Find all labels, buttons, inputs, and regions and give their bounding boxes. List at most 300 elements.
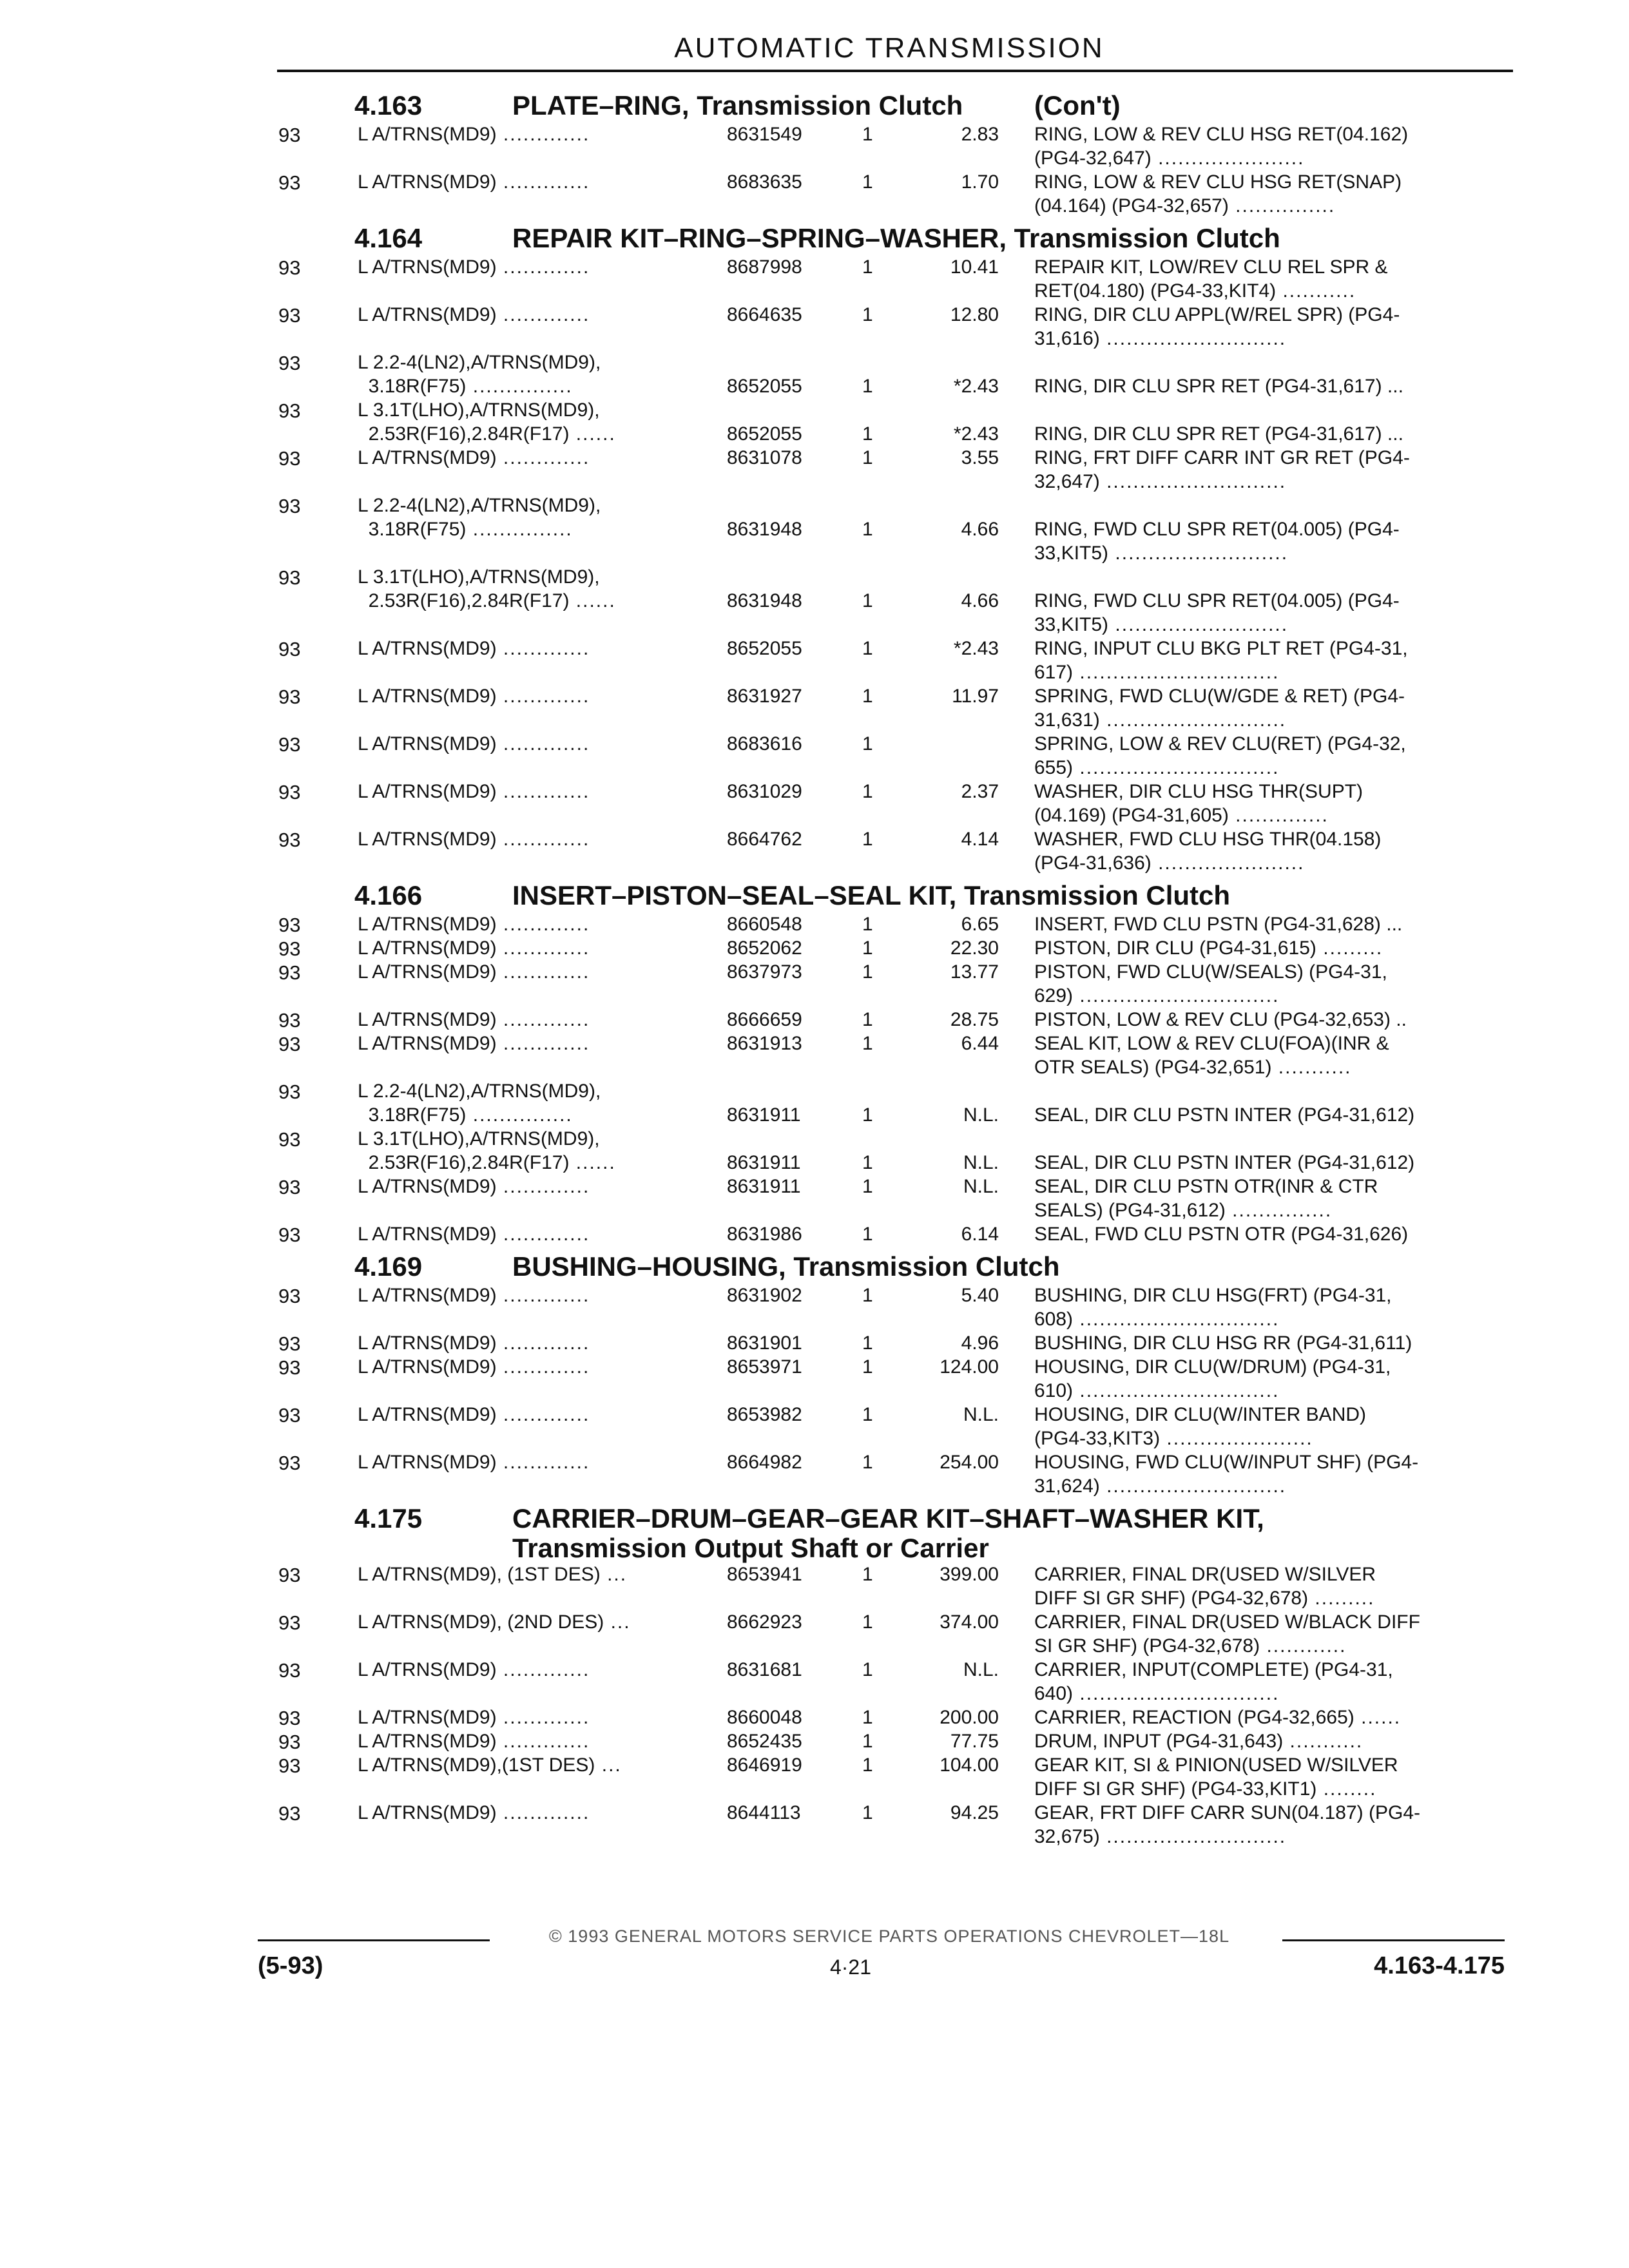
parts-row <box>0 1379 1629 1403</box>
part-number: 8687998 <box>727 256 802 278</box>
footer-rule-left <box>258 1939 490 1941</box>
part-number: 8652055 <box>727 638 802 659</box>
application: L A/TRNS(MD9) ............. <box>358 171 590 193</box>
model-year: 93 <box>278 1802 301 1825</box>
part-description: (PG4-32,647) ...................... <box>1034 148 1305 169</box>
application: L 2.2-4(LN2),A/TRNS(MD9), <box>358 1081 601 1102</box>
parts-row <box>0 1222 1629 1246</box>
list-price: 28.75 <box>950 1009 999 1030</box>
part-description: DRUM, INPUT (PG4-31,643) ........... <box>1034 1731 1364 1752</box>
parts-row <box>0 1474 1629 1498</box>
parts-row <box>0 1008 1629 1032</box>
leader-dots: ............. <box>496 1731 590 1752</box>
part-description: RING, INPUT CLU BKG PLT RET (PG4-31, <box>1034 638 1408 659</box>
section-heading <box>0 875 1629 912</box>
leader-dots: ............. <box>496 1033 590 1054</box>
model-year: 93 <box>278 566 301 589</box>
model-year: 93 <box>278 495 301 517</box>
part-description: HOUSING, DIR CLU(W/DRUM) (PG4-31, <box>1034 1356 1391 1378</box>
part-number: 8662923 <box>727 1611 802 1633</box>
leader-dots: ............. <box>496 781 590 802</box>
application: L A/TRNS(MD9) ............. <box>358 447 590 468</box>
model-year: 93 <box>278 1452 301 1474</box>
part-number: 8631948 <box>727 590 802 611</box>
application: L A/TRNS(MD9) ............. <box>358 781 590 802</box>
leader-dots: .............................. <box>1073 757 1280 778</box>
model-year: 93 <box>278 447 301 470</box>
part-description: (PG4-31,636) ...................... <box>1034 852 1305 874</box>
parts-row <box>0 936 1629 960</box>
part-number: 8631029 <box>727 781 802 802</box>
section-continued-label: (Con't) <box>1034 90 1121 120</box>
leader-dots: ............. <box>496 1332 590 1354</box>
part-description: 629) .............................. <box>1034 985 1280 1006</box>
parts-row <box>0 1777 1629 1801</box>
quantity: 1 <box>862 1659 873 1680</box>
part-description: HOUSING, FWD CLU(W/INPUT SHF) (PG4- <box>1034 1452 1419 1473</box>
quantity: 1 <box>862 1356 873 1378</box>
model-year: 93 <box>278 733 301 756</box>
quantity: 1 <box>862 376 873 397</box>
leader-dots: ........ <box>1316 1778 1377 1800</box>
leader-dots: ........... <box>1276 280 1356 302</box>
parts-row <box>0 1427 1629 1450</box>
list-price: 2.37 <box>961 781 999 802</box>
list-price: N.L. <box>963 1104 999 1126</box>
parts-row <box>0 122 1629 146</box>
parts-row <box>0 637 1629 660</box>
part-number: 8631911 <box>727 1176 801 1197</box>
part-description: DIFF SI GR SHF) (PG4-32,678) ......... <box>1034 1588 1375 1609</box>
application: L A/TRNS(MD9) ............. <box>358 1659 590 1680</box>
leader-dots: ............... <box>1228 195 1336 216</box>
quantity: 1 <box>862 1152 873 1173</box>
parts-row <box>0 732 1629 756</box>
section-number: 4.164 <box>354 223 423 253</box>
part-number: 8631549 <box>727 124 802 145</box>
leader-dots: ............. <box>496 686 590 707</box>
part-number: 8664762 <box>727 829 802 850</box>
parts-row <box>0 1706 1629 1729</box>
leader-dots: ............. <box>496 1802 590 1823</box>
leader-dots: ............. <box>496 829 590 850</box>
model-year: 93 <box>278 352 301 374</box>
application: 2.53R(F16),2.84R(F17) ...... <box>358 590 616 611</box>
part-description: SPRING, LOW & REV CLU(RET) (PG4-32, <box>1034 733 1406 754</box>
part-description: 655) .............................. <box>1034 757 1280 778</box>
quantity: 1 <box>862 1611 873 1633</box>
parts-row <box>0 565 1629 589</box>
parts-row <box>0 1307 1629 1331</box>
leader-dots: ........................... <box>1099 1475 1287 1497</box>
model-year: 93 <box>278 399 301 422</box>
list-price: N.L. <box>963 1176 999 1197</box>
application: L A/TRNS(MD9) ............. <box>358 937 590 959</box>
part-description: BUSHING, DIR CLU HSG RR (PG4-31,611) <box>1034 1332 1412 1354</box>
parts-row <box>0 780 1629 803</box>
leader-dots: ............. <box>496 1659 590 1680</box>
quantity: 1 <box>862 1009 873 1030</box>
part-description: 640) .............................. <box>1034 1683 1280 1704</box>
section-number: 4.175 <box>354 1503 423 1533</box>
application: L A/TRNS(MD9) ............. <box>358 1224 590 1245</box>
parts-row <box>0 1103 1629 1127</box>
footer-copyright: © 1993 GENERAL MOTORS SERVICE PARTS OPERATIONS CHEVROLET—18L <box>548 1927 1230 1946</box>
quantity: 1 <box>862 447 873 468</box>
quantity: 1 <box>862 171 873 193</box>
model-year: 93 <box>278 1176 301 1198</box>
quantity: 1 <box>862 124 873 145</box>
application: L A/TRNS(MD9) ............. <box>358 733 590 754</box>
leader-dots: ............. <box>496 1176 590 1197</box>
part-description: 33,KIT5) .......................... <box>1034 614 1289 635</box>
part-description: SPRING, FWD CLU(W/GDE & RET) (PG4- <box>1034 686 1405 707</box>
model-year: 93 <box>278 961 301 984</box>
parts-row <box>0 1825 1629 1849</box>
part-description: 33,KIT5) .......................... <box>1034 543 1289 564</box>
section-number: 4.169 <box>354 1251 423 1282</box>
application: L 2.2-4(LN2),A/TRNS(MD9), <box>358 352 601 373</box>
part-description: 31,631) ........................... <box>1034 709 1287 731</box>
list-price: 399.00 <box>940 1564 999 1585</box>
list-price: 6.44 <box>961 1033 999 1054</box>
parts-row <box>0 1450 1629 1474</box>
model-year: 93 <box>278 1081 301 1103</box>
parts-row <box>0 851 1629 875</box>
leader-dots: ............. <box>496 171 590 193</box>
parts-row <box>0 1403 1629 1427</box>
list-price: 1.70 <box>961 171 999 193</box>
part-description: RING, FWD CLU SPR RET(04.005) (PG4- <box>1034 590 1400 611</box>
application: L A/TRNS(MD9) ............. <box>358 1731 590 1752</box>
part-description: REPAIR KIT, LOW/REV CLU REL SPR & <box>1034 256 1388 278</box>
leader-dots: ............... <box>466 519 573 540</box>
part-description: RING, DIR CLU SPR RET (PG4-31,617) ... <box>1034 376 1403 397</box>
quantity: 1 <box>862 1802 873 1823</box>
model-year: 93 <box>278 1224 301 1246</box>
application: 2.53R(F16),2.84R(F17) ...... <box>358 423 616 445</box>
part-description: SEAL, DIR CLU PSTN OTR(INR & CTR <box>1034 1176 1378 1197</box>
part-description: CARRIER, REACTION (PG4-32,665) ...... <box>1034 1707 1402 1728</box>
quantity: 1 <box>862 1033 873 1054</box>
catalog-content <box>0 85 1629 1849</box>
quantity: 1 <box>862 304 873 325</box>
part-number: 8652055 <box>727 423 802 445</box>
parts-row <box>0 146 1629 170</box>
part-number: 8631911 <box>727 1152 801 1173</box>
application: L A/TRNS(MD9) ............. <box>358 1802 590 1823</box>
leader-dots: ...... <box>569 590 616 611</box>
part-number: 8644113 <box>727 1802 801 1823</box>
application: L A/TRNS(MD9) ............. <box>358 1356 590 1378</box>
part-description: PISTON, DIR CLU (PG4-31,615) ......... <box>1034 937 1383 959</box>
list-price: 2.83 <box>961 124 999 145</box>
parts-row <box>0 1127 1629 1151</box>
model-year: 93 <box>278 171 301 194</box>
footer-rule-right <box>1282 1939 1505 1941</box>
list-price: 374.00 <box>940 1611 999 1633</box>
model-year: 93 <box>278 1731 301 1753</box>
section-title: BUSHING–HOUSING, Transmission Clutch <box>512 1251 1060 1282</box>
application: 3.18R(F75) ............... <box>358 519 573 540</box>
part-description: (04.169) (PG4-31,605) .............. <box>1034 805 1329 826</box>
leader-dots: .............................. <box>1073 662 1280 683</box>
parts-row <box>0 494 1629 517</box>
part-number: 8631948 <box>727 519 802 540</box>
application: L A/TRNS(MD9) ............. <box>358 829 590 850</box>
application: 2.53R(F16),2.84R(F17) ...... <box>358 1152 616 1173</box>
model-year: 93 <box>278 1033 301 1055</box>
part-number: 8631901 <box>727 1332 802 1354</box>
list-price: 3.55 <box>961 447 999 468</box>
part-number: 8631913 <box>727 1033 802 1054</box>
quantity: 1 <box>862 961 873 983</box>
leader-dots: ........................... <box>1099 1826 1287 1847</box>
part-number: 8683616 <box>727 733 802 754</box>
list-price: 4.66 <box>961 590 999 611</box>
model-year: 93 <box>278 914 301 936</box>
application: L A/TRNS(MD9) ............. <box>358 1332 590 1354</box>
quantity: 1 <box>862 733 873 754</box>
model-year: 93 <box>278 1404 301 1427</box>
quantity: 1 <box>862 1176 873 1197</box>
model-year: 93 <box>278 1009 301 1032</box>
section-title: INSERT–PISTON–SEAL–SEAL KIT, Transmission Clutch <box>512 880 1231 910</box>
leader-dots: ........... <box>1271 1057 1352 1078</box>
leader-dots: ............. <box>496 304 590 325</box>
leader-dots: ...... <box>569 423 616 445</box>
part-description: BUSHING, DIR CLU HSG(FRT) (PG4-31, <box>1034 1285 1392 1306</box>
parts-row <box>0 1055 1629 1079</box>
application: L A/TRNS(MD9) ............. <box>358 1404 590 1425</box>
part-description: PISTON, FWD CLU(W/SEALS) (PG4-31, <box>1034 961 1387 983</box>
leader-dots: ............. <box>496 961 590 983</box>
part-description: 32,647) ........................... <box>1034 471 1287 492</box>
model-year: 93 <box>278 1659 301 1682</box>
quantity: 1 <box>862 914 873 935</box>
model-year: 93 <box>278 686 301 708</box>
part-number: 8631902 <box>727 1285 802 1306</box>
parts-row <box>0 1658 1629 1682</box>
list-price: 200.00 <box>940 1707 999 1728</box>
list-price: *2.43 <box>953 376 999 397</box>
leader-dots: .............................. <box>1073 985 1280 1006</box>
application: L A/TRNS(MD9) ............. <box>358 1176 590 1197</box>
list-price: 10.41 <box>950 256 999 278</box>
parts-row <box>0 194 1629 218</box>
leader-dots: .......................... <box>1108 543 1289 564</box>
quantity: 1 <box>862 1285 873 1306</box>
parts-row <box>0 1634 1629 1658</box>
application: 3.18R(F75) ............... <box>358 376 573 397</box>
leader-dots: ............. <box>496 638 590 659</box>
parts-row <box>0 708 1629 732</box>
leader-dots: ............ <box>1260 1635 1347 1657</box>
parts-row <box>0 541 1629 565</box>
part-description: OTR SEALS) (PG4-32,651) ........... <box>1034 1057 1352 1078</box>
parts-row <box>0 446 1629 470</box>
parts-row <box>0 470 1629 494</box>
quantity: 1 <box>862 1452 873 1473</box>
parts-row <box>0 303 1629 327</box>
part-number: 8660548 <box>727 914 802 935</box>
parts-row <box>0 255 1629 279</box>
part-number: 8631911 <box>727 1104 801 1126</box>
application: L A/TRNS(MD9) ............. <box>358 1009 590 1030</box>
parts-row <box>0 803 1629 827</box>
part-description: RING, FRT DIFF CARR INT GR RET (PG4- <box>1034 447 1410 468</box>
leader-dots: ............. <box>496 1224 590 1245</box>
parts-row <box>0 912 1629 936</box>
leader-dots: ............... <box>466 376 573 397</box>
list-price: 4.66 <box>961 519 999 540</box>
list-price: 6.14 <box>961 1224 999 1245</box>
part-number: 8652435 <box>727 1731 802 1752</box>
list-price: 77.75 <box>950 1731 999 1752</box>
part-description: 32,675) ........................... <box>1034 1826 1287 1847</box>
application: L A/TRNS(MD9) ............. <box>358 1707 590 1728</box>
list-price: *2.43 <box>953 423 999 445</box>
application: L A/TRNS(MD9) ............. <box>358 638 590 659</box>
parts-row <box>0 1175 1629 1198</box>
quantity: 1 <box>862 937 873 959</box>
parts-row <box>0 1586 1629 1610</box>
parts-row <box>0 1283 1629 1307</box>
application: L A/TRNS(MD9) ............. <box>358 1285 590 1306</box>
application: L 3.1T(LHO),A/TRNS(MD9), <box>358 399 600 421</box>
model-year: 93 <box>278 1611 301 1634</box>
parts-row <box>0 398 1629 422</box>
parts-row <box>0 1198 1629 1222</box>
quantity: 1 <box>862 1404 873 1425</box>
parts-row <box>0 960 1629 984</box>
list-price: 11.97 <box>952 686 999 707</box>
list-price: N.L. <box>963 1659 999 1680</box>
parts-row <box>0 984 1629 1008</box>
quantity: 1 <box>862 1224 873 1245</box>
parts-row <box>0 327 1629 351</box>
leader-dots: ............. <box>496 447 590 468</box>
leader-dots: ............. <box>496 1009 590 1030</box>
leader-dots: ............. <box>496 1707 590 1728</box>
part-description: RING, DIR CLU SPR RET (PG4-31,617) ... <box>1034 423 1403 445</box>
section-heading <box>0 1498 1629 1562</box>
part-description: (04.164) (PG4-32,657) ............... <box>1034 195 1336 216</box>
part-description: INSERT, FWD CLU PSTN (PG4-31,628) ... <box>1034 914 1403 935</box>
parts-row <box>0 1355 1629 1379</box>
section-title: PLATE–RING, Transmission Clutch <box>512 90 963 120</box>
application: L A/TRNS(MD9) ............. <box>358 124 590 145</box>
quantity: 1 <box>862 256 873 278</box>
leader-dots: .............................. <box>1073 1683 1280 1704</box>
model-year: 93 <box>278 124 301 146</box>
part-number: 8652062 <box>727 937 802 959</box>
part-description: RET(04.180) (PG4-33,KIT4) ........... <box>1034 280 1356 302</box>
section-title: REPAIR KIT–RING–SPRING–WASHER, Transmission Clutch <box>512 223 1280 253</box>
parts-row <box>0 827 1629 851</box>
model-year: 93 <box>278 256 301 279</box>
leader-dots: ........... <box>1283 1731 1364 1752</box>
leader-dots: ............. <box>496 1356 590 1378</box>
leader-dots: ........................... <box>1099 709 1287 731</box>
parts-row <box>0 613 1629 637</box>
part-number: 8653982 <box>727 1404 802 1425</box>
list-price: *2.43 <box>953 638 999 659</box>
part-description: WASHER, FWD CLU HSG THR(04.158) <box>1034 829 1382 850</box>
leader-dots: ...................... <box>1151 852 1305 874</box>
model-year: 93 <box>278 781 301 803</box>
parts-row <box>0 660 1629 684</box>
leader-dots: .............................. <box>1073 1309 1280 1330</box>
model-year: 93 <box>278 937 301 960</box>
part-description: GEAR KIT, SI & PINION(USED W/SILVER <box>1034 1754 1398 1776</box>
application: L 2.2-4(LN2),A/TRNS(MD9), <box>358 495 601 516</box>
parts-row <box>0 756 1629 780</box>
part-description: SEALS) (PG4-31,612) ............... <box>1034 1200 1333 1221</box>
part-description: CARRIER, INPUT(COMPLETE) (PG4-31, <box>1034 1659 1393 1680</box>
model-year: 93 <box>278 1128 301 1151</box>
quantity: 1 <box>862 638 873 659</box>
section-heading <box>0 1246 1629 1283</box>
part-description: CARRIER, FINAL DR(USED W/SILVER <box>1034 1564 1376 1585</box>
leader-dots: ... <box>595 1754 622 1776</box>
list-price: 254.00 <box>940 1452 999 1473</box>
parts-row <box>0 1610 1629 1634</box>
leader-dots: .............. <box>1228 805 1329 826</box>
part-description: RING, LOW & REV CLU HSG RET(04.162) <box>1034 124 1409 145</box>
part-number: 8660048 <box>727 1707 802 1728</box>
application: L A/TRNS(MD9) ............. <box>358 914 590 935</box>
part-number: 8666659 <box>727 1009 802 1030</box>
list-price: 124.00 <box>940 1356 999 1378</box>
leader-dots: ... <box>600 1564 628 1585</box>
model-year: 93 <box>278 1332 301 1355</box>
part-description: (PG4-33,KIT3) ...................... <box>1034 1428 1313 1449</box>
footer-section-range: 4.163-4.175 <box>1374 1952 1505 1979</box>
parts-row <box>0 1682 1629 1706</box>
part-description: SEAL, DIR CLU PSTN INTER (PG4-31,612) <box>1034 1104 1415 1126</box>
model-year: 93 <box>278 638 301 660</box>
part-description: HOUSING, DIR CLU(W/INTER BAND) <box>1034 1404 1367 1425</box>
parts-row <box>0 684 1629 708</box>
quantity: 1 <box>862 1731 873 1752</box>
part-description: 31,616) ........................... <box>1034 328 1287 349</box>
list-price: N.L. <box>963 1404 999 1425</box>
leader-dots: ............... <box>1225 1200 1333 1221</box>
leader-dots: ............. <box>496 733 590 754</box>
parts-row <box>0 1801 1629 1825</box>
application: L A/TRNS(MD9) ............. <box>358 1033 590 1054</box>
application: L A/TRNS(MD9), (1ST DES) ... <box>358 1564 628 1585</box>
part-number: 8653941 <box>727 1564 802 1585</box>
list-price: 5.40 <box>961 1285 999 1306</box>
part-number: 8664635 <box>727 304 802 325</box>
part-description: GEAR, FRT DIFF CARR SUN(04.187) (PG4- <box>1034 1802 1421 1823</box>
part-description: SEAL, FWD CLU PSTN OTR (PG4-31,626) <box>1034 1224 1409 1245</box>
footer-date: (5-93) <box>258 1952 323 1979</box>
section-title: CARRIER–DRUM–GEAR–GEAR KIT–SHAFT–WASHER KIT, <box>512 1503 1264 1533</box>
parts-row <box>0 1753 1629 1777</box>
part-number: 8631681 <box>727 1659 802 1680</box>
leader-dots: ............. <box>496 1285 590 1306</box>
leader-dots: .............................. <box>1073 1380 1280 1401</box>
parts-row <box>0 1729 1629 1753</box>
part-description: SEAL KIT, LOW & REV CLU(FOA)(INR & <box>1034 1033 1389 1054</box>
list-price: N.L. <box>963 1152 999 1173</box>
application: L A/TRNS(MD9) ............. <box>358 961 590 983</box>
header-rule <box>277 70 1513 72</box>
section-subtitle: Transmission Output Shaft or Carrier <box>512 1533 989 1563</box>
